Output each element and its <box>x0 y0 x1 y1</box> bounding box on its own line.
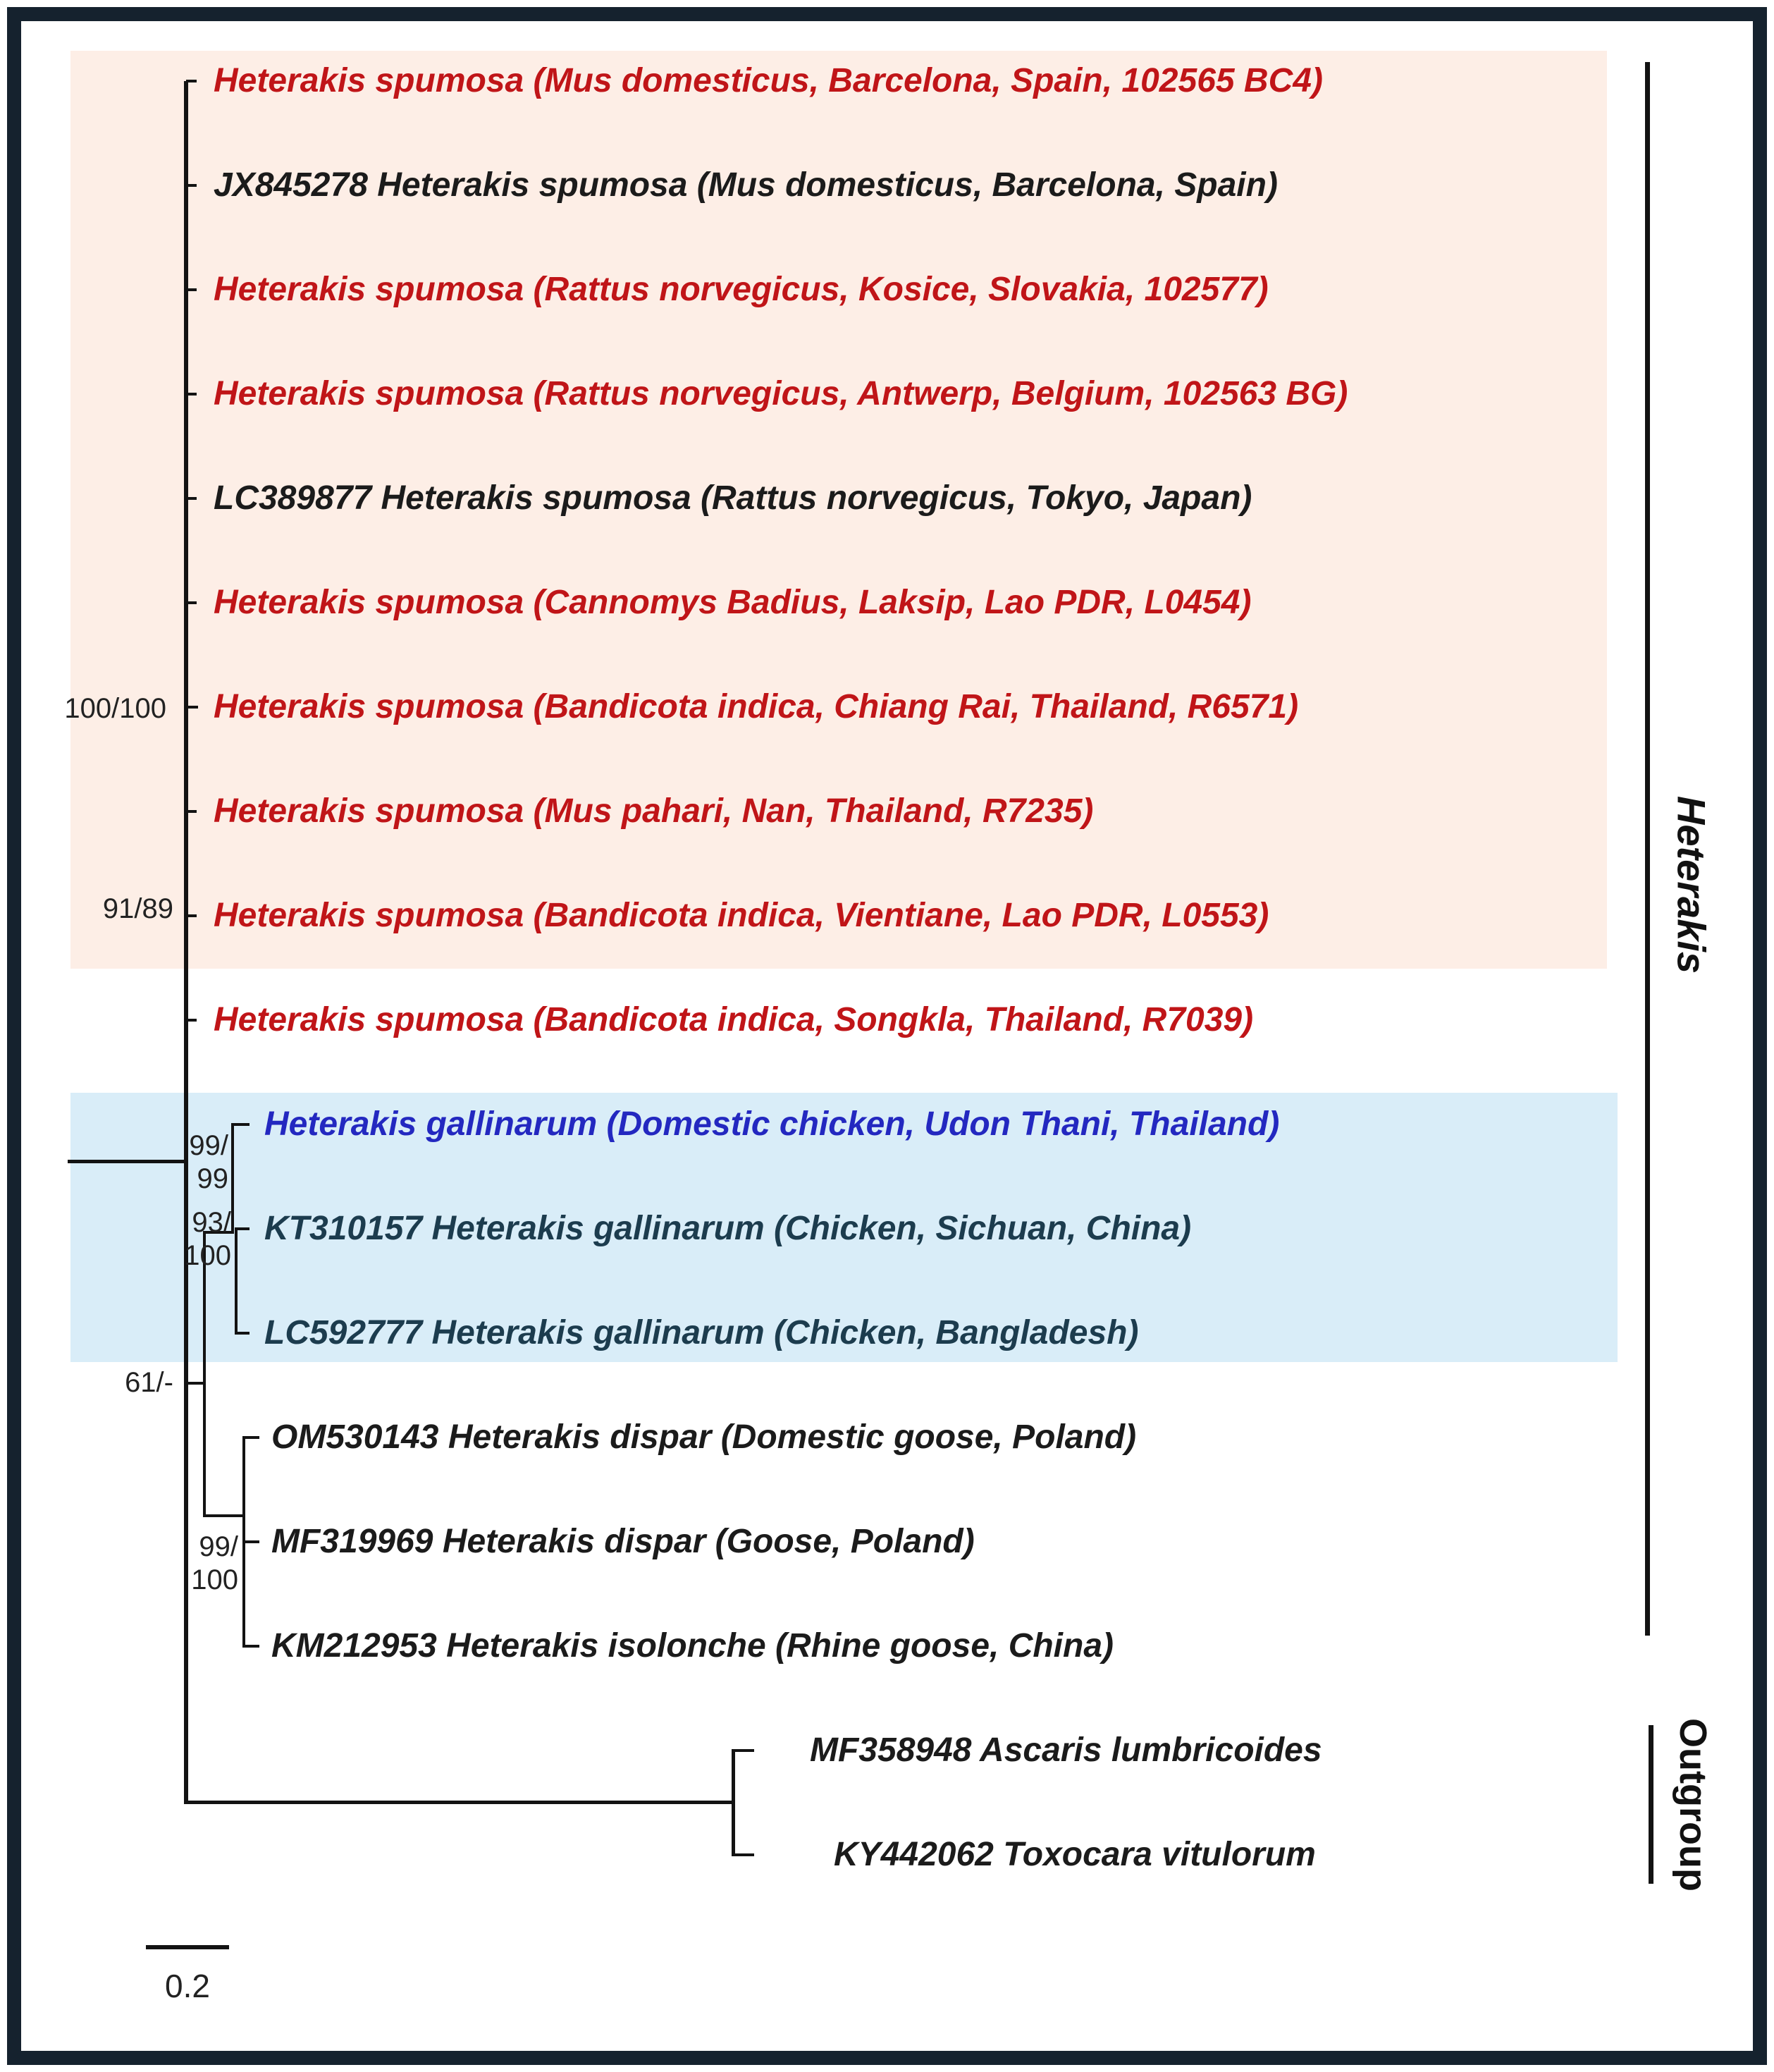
taxon-label: Heterakis spumosa (Bandicota indica, Songkla, Thailand, R7039) <box>214 1001 1254 1038</box>
root-branch <box>68 1160 188 1163</box>
taxon-label: Heterakis spumosa (Cannomys Badius, Laksip, Lao PDR, L0454) <box>214 584 1252 621</box>
tip-branch <box>242 1540 259 1543</box>
tip-branch <box>186 393 197 396</box>
taxon-label: Heterakis spumosa (Rattus norvegicus, Kosice, Slovakia, 102577) <box>214 271 1269 308</box>
tip-branch <box>186 497 197 500</box>
heterakis-clade-bracket <box>1645 62 1650 1636</box>
main-trunk <box>184 81 188 1804</box>
bootstrap-line: 99 <box>197 1163 228 1194</box>
bootstrap-line: 99/ <box>189 1130 228 1161</box>
gallinarum-vertical-99 <box>231 1123 234 1234</box>
gallinarum-vertical-93 <box>235 1227 238 1335</box>
tip-branch <box>235 1332 250 1335</box>
outgroup-clade-label: Outgroup <box>1672 1718 1714 1892</box>
tip-branch <box>231 1123 250 1126</box>
tip-branch <box>235 1227 250 1230</box>
tip-branch <box>186 601 197 604</box>
outgroup-vertical <box>732 1749 735 1856</box>
bootstrap-value <box>191 1531 238 1597</box>
tip-branch <box>242 1436 259 1439</box>
outgroup-branch <box>186 1801 734 1804</box>
bootstrap-line: 100 <box>184 1240 231 1271</box>
taxon-label: Heterakis spumosa (Bandicota indica, Chiang Rai, Thailand, R6571) <box>214 688 1299 725</box>
bootstrap-line: 93/ <box>192 1207 231 1238</box>
taxon-label: LC389877 Heterakis spumosa (Rattus norvegicus, Tokyo, Japan) <box>214 479 1252 517</box>
taxon-label: Heterakis spumosa (Mus domesticus, Barcelona, Spain, 102565 BC4) <box>214 62 1323 99</box>
tip-branch <box>186 810 197 813</box>
taxon-label: Heterakis spumosa (Rattus norvegicus, Antwerp, Belgium, 102563 BG) <box>214 375 1348 412</box>
tip-branch <box>733 1749 754 1752</box>
node61-vertical <box>203 1232 206 1517</box>
bootstrap-value <box>184 1206 231 1273</box>
taxon-label: KM212953 Heterakis isolonche (Rhine goose, China) <box>271 1627 1114 1665</box>
tip-branch <box>242 1645 259 1648</box>
tip-branch <box>186 184 197 187</box>
scale-bar <box>146 1945 229 1949</box>
taxon-label: Heterakis spumosa (Bandicota indica, Vientiane, Lao PDR, L0553) <box>214 897 1269 934</box>
heterakis-clade-label: Heterakis <box>1669 795 1714 974</box>
taxon-label: JX845278 Heterakis spumosa (Mus domesticus, Barcelona, Spain) <box>214 166 1278 204</box>
tip-branch <box>733 1853 754 1856</box>
taxon-label: LC592777 Heterakis gallinarum (Chicken, Bangladesh) <box>264 1314 1139 1351</box>
bootstrap-value: 100/100 <box>64 693 166 724</box>
taxon-label: OM530143 Heterakis dispar (Domestic goose, Poland) <box>271 1418 1137 1456</box>
bootstrap-value: 91/89 <box>102 893 173 924</box>
tip-branch <box>186 80 197 82</box>
bootstrap-line: 100 <box>191 1564 238 1595</box>
tip-branch <box>186 706 198 709</box>
bootstrap-line: 99/ <box>199 1531 238 1562</box>
scale-bar-label: 0.2 <box>165 1968 210 2004</box>
tip-branch <box>186 914 197 917</box>
outgroup-bracket <box>1649 1725 1653 1884</box>
taxon-label: MF319969 Heterakis dispar (Goose, Poland) <box>271 1523 975 1560</box>
taxon-label: Heterakis spumosa (Mus pahari, Nan, Thailand, R7235) <box>214 792 1094 830</box>
tip-branch <box>186 288 197 291</box>
bootstrap-value <box>189 1129 228 1196</box>
taxon-label: Heterakis gallinarum (Domestic chicken, Udon Thani, Thailand) <box>264 1105 1280 1143</box>
tip-branch <box>186 1019 197 1022</box>
taxon-label: KY442062 Toxocara vitulorum <box>834 1836 1316 1873</box>
taxon-label: MF358948 Ascaris lumbricoides <box>810 1731 1322 1769</box>
bootstrap-value: 61/- <box>125 1367 173 1398</box>
dispar-parent-branch <box>203 1514 245 1517</box>
taxon-label: KT310157 Heterakis gallinarum (Chicken, Sichuan, China) <box>264 1210 1192 1247</box>
